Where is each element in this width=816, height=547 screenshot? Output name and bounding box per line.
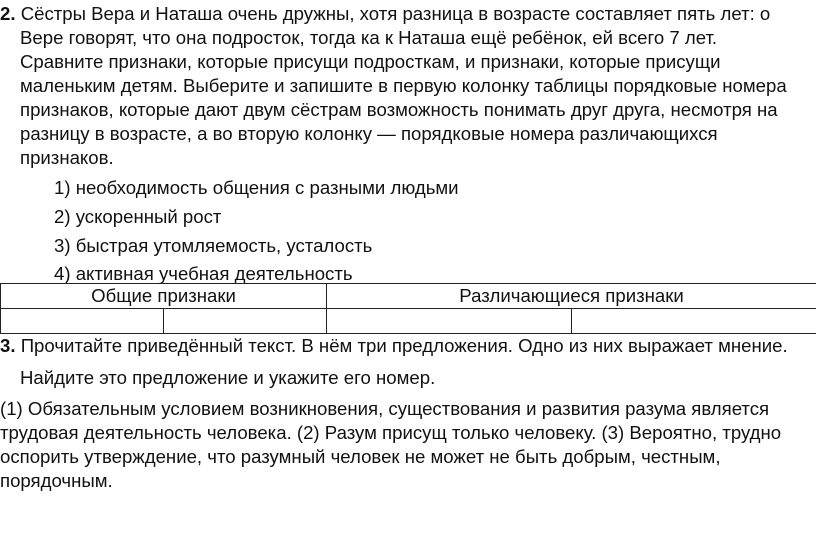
answer-table-row: [1, 309, 816, 334]
answer-cell-different-1[interactable]: [327, 309, 572, 334]
q3-instruction-1: Прочитайте приведённый текст. В нём три предложения. Одно из них выражает мнение.: [20, 335, 788, 356]
header-common-features: Общие признаки: [1, 284, 327, 309]
answer-table-header: [1, 284, 816, 309]
q2-text-line-4: маленьким детям. Выберите и запишите в первую колонку таблицы порядковые номера: [20, 75, 787, 96]
answer-cell-common-1[interactable]: [1, 309, 164, 334]
answer-table: [0, 283, 816, 334]
q2-option-3: 3) быстрая утомляемость, усталость: [54, 235, 373, 256]
q2-text-line-7: признаков.: [20, 147, 114, 168]
q2-text-line-3: Сравните признаки, которые присущи подросткам, и признаки, которые присущи: [20, 51, 721, 72]
q2-option-1: 1) необходимость общения с разными людьми: [54, 177, 459, 198]
q3-text-line-1: (1) Обязательным условием возникновения, существования и развития разума является: [0, 398, 770, 419]
q3-instruction-2: Найдите это предложение и укажите его номер.: [20, 367, 436, 388]
q2-text-line-5: признаков, которые дают двум сёстрам возможность понимать друг друга, несмотря на: [20, 99, 778, 120]
q3-text-line-4: порядочным.: [0, 470, 113, 491]
header-different-features: Различающиеся признаки: [327, 284, 816, 309]
q2-text-line-2: Вере говорят, что она подросток, тогда ка к Наташа ещё ребёнок, ей всего 7 лет.: [20, 27, 718, 48]
q2-option-2: 2) ускоренный рост: [54, 206, 222, 227]
q2-text-line-1: Сёстры Вера и Наташа очень дружны, хотя разница в возрасте составляет пять лет: о: [20, 3, 771, 24]
q2-number: 2.: [0, 3, 16, 24]
q3-text-line-3: оспорить утверждение, что разумный человек не может не быть добрым, честным,: [0, 446, 721, 467]
q3-line-1: [0, 334, 788, 358]
q2-line-1: [0, 2, 770, 26]
q2-option-4: 4) активная учебная деятельность: [54, 263, 353, 284]
q3-text-line-2: трудовая деятельность человека. (2) Разум присущ только человеку. (3) Вероятно, трудно: [0, 422, 782, 443]
answer-cell-different-2[interactable]: [572, 309, 816, 334]
answer-cell-common-2[interactable]: [164, 309, 327, 334]
q2-text-line-6: разницу в возрасте, а во вторую колонку — порядковые номера различающихся: [20, 123, 718, 144]
q3-number: 3.: [0, 335, 16, 356]
